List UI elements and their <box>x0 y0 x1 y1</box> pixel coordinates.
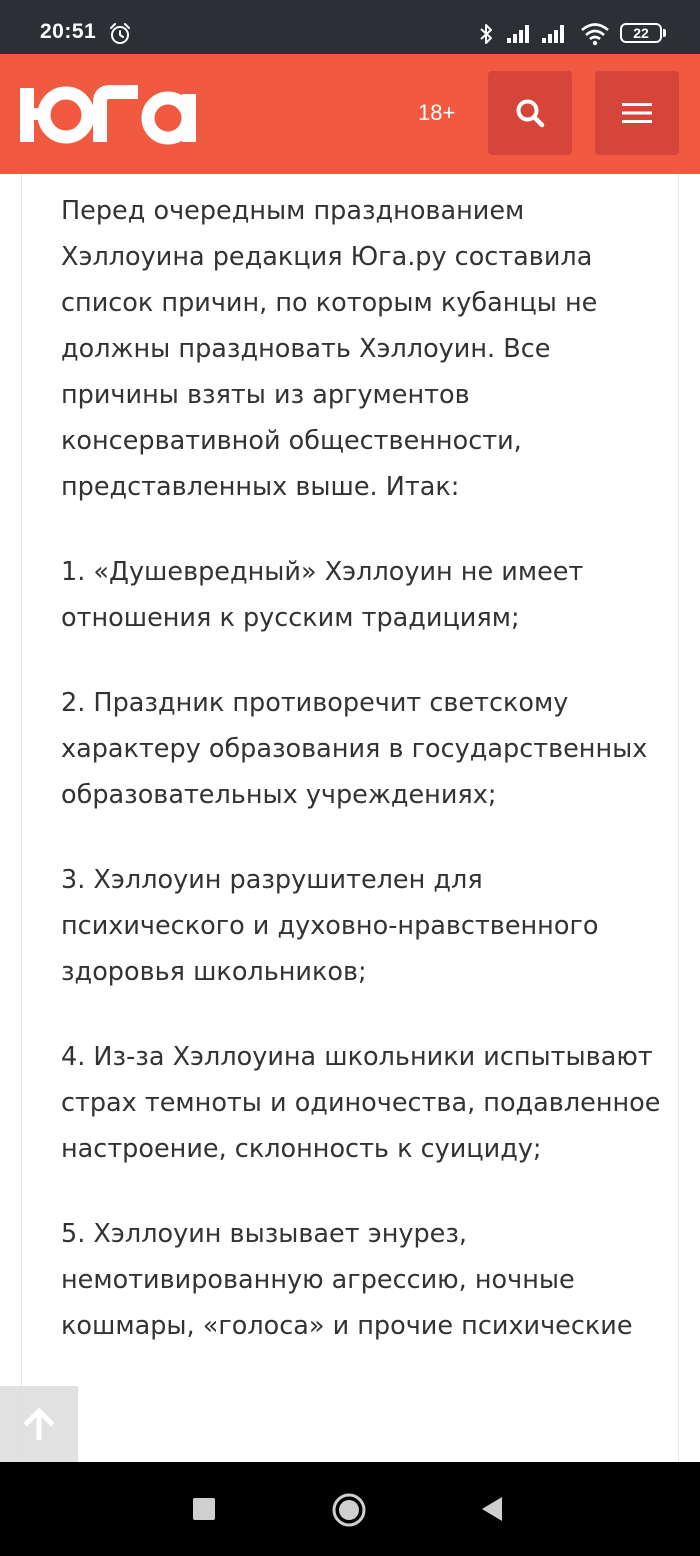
signal-icon <box>505 24 533 44</box>
battery-icon: 22 <box>620 23 662 43</box>
article-paragraph: 5. Хэллоуин вызывает энурез, немотивированную агрессию, ночные кошмары, «голоса» и прочие психические <box>61 1219 633 1341</box>
wifi-icon <box>580 22 610 46</box>
status-time: 20:51 <box>40 20 97 43</box>
search-button[interactable] <box>488 71 572 155</box>
bluetooth-icon <box>478 22 494 46</box>
site-header <box>0 54 700 174</box>
article-paragraph: 4. Из-за Хэллоуина школьники испытывают страх темноты и одиночества, подавленное настроение, склонность к суициду; <box>61 1042 661 1164</box>
article-paragraph: 2. Праздник противоречит светскому характеру образования в государственных образовательных учреждениях; <box>61 688 648 810</box>
status-bar <box>0 0 700 54</box>
system-nav-bar <box>0 1462 700 1556</box>
alarm-icon <box>108 22 132 46</box>
home-icon[interactable] <box>331 1492 367 1528</box>
arrow-up-icon <box>24 1408 54 1440</box>
article-paragraph: 3. Хэллоуин разрушителен для психического и духовно-нравственного здоровья школьников; <box>61 865 599 987</box>
back-icon[interactable] <box>480 1496 504 1522</box>
search-icon <box>515 98 545 128</box>
article-body <box>61 188 661 1388</box>
menu-button[interactable] <box>595 71 679 155</box>
recents-icon[interactable] <box>193 1498 215 1520</box>
menu-icon <box>622 102 652 124</box>
site-logo[interactable] <box>20 84 198 146</box>
age-rating-badge: 18+ <box>418 100 456 125</box>
scroll-to-top-button[interactable] <box>0 1386 78 1462</box>
article-paragraph: 1. «Душевредный» Хэллоуин не имеет отношения к русским традициям; <box>61 557 584 633</box>
signal-icon <box>540 24 568 44</box>
article-frame <box>21 174 679 1462</box>
article-paragraph: Перед очередным празднованием Хэллоуина редакция Юга.ру составила список причин, по которым кубанцы не должны праздновать Хэллоуин. Все причины взяты из аргументов консервативной общественности, представленных выше. Итак: <box>61 196 598 502</box>
